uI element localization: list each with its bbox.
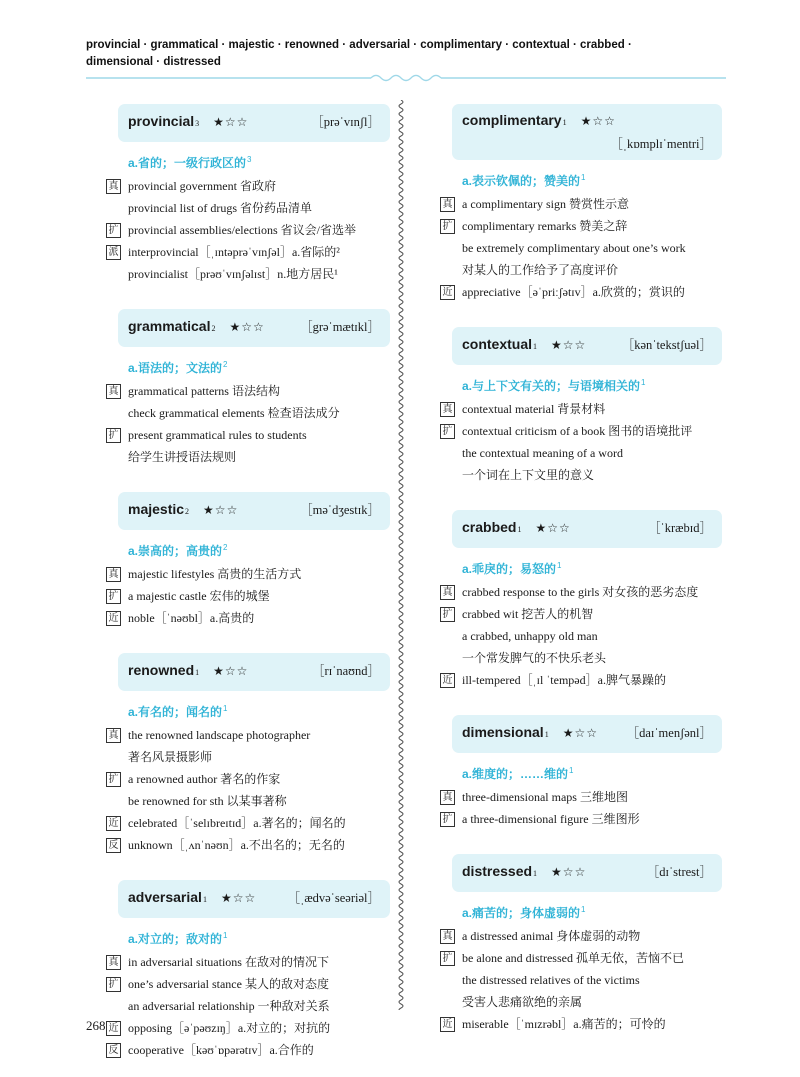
- headword-box: [452, 104, 722, 160]
- example-text: a three-dimensional figure 三维图形: [462, 812, 640, 826]
- right-column: [438, 104, 728, 1035]
- headword: distressed: [462, 863, 533, 879]
- headword: majestic: [128, 501, 185, 517]
- headword: provincial: [128, 113, 195, 129]
- example-line: [438, 259, 728, 281]
- example-line: [438, 581, 728, 603]
- headword-box: [452, 327, 722, 365]
- phonetic: ［ˈkræbɪd］: [648, 521, 712, 535]
- example-line: [104, 790, 386, 812]
- meaning: [128, 154, 386, 171]
- example-line: [104, 197, 386, 219]
- phonetic: ［məˈdʒestɪk］: [300, 503, 380, 517]
- meaning-frequency: 3: [247, 155, 252, 164]
- example-text: grammatical patterns 语法结构: [128, 384, 280, 398]
- header-wave-rule: [86, 74, 726, 82]
- example-text: interprovincial［ˌɪntəprəˈvɪnʃəl］a.省际的²: [128, 245, 340, 259]
- example-line: [104, 175, 386, 197]
- headword-frequency: 1: [517, 525, 522, 534]
- example-line: [438, 625, 728, 647]
- meaning: [462, 765, 728, 782]
- meaning: [462, 377, 728, 394]
- example-line: [438, 969, 728, 991]
- example-line: [104, 995, 386, 1017]
- meaning-text: a.语法的；文法的: [128, 361, 223, 375]
- label-tag: 扩: [106, 977, 121, 992]
- meaning: [462, 904, 728, 921]
- example-line: [104, 746, 386, 768]
- example-text: noble［ˈnəʊbl］a.高贵的: [128, 611, 255, 625]
- meaning-frequency: 1: [569, 766, 574, 775]
- left-column: [104, 104, 386, 1061]
- example-text: a crabbed, unhappy old man: [462, 629, 598, 643]
- label-tag: 近: [106, 1021, 121, 1036]
- example-text: 给学生讲授语法规则: [128, 450, 237, 464]
- meaning-text: a.表示钦佩的；赞美的: [462, 174, 581, 188]
- label-tag: 近: [106, 611, 121, 626]
- example-line: [438, 1013, 728, 1035]
- header-line-2: dimensional · distressed: [86, 56, 221, 68]
- example-text: crabbed wit 挖苦人的机智: [462, 607, 594, 621]
- entry-contextual: [438, 327, 728, 486]
- example-text: in adversarial situations 在敌对的情况下: [128, 955, 329, 969]
- example-text: contextual material 背景材料: [462, 402, 606, 416]
- meaning-text: a.痛苦的；身体虚弱的: [462, 906, 581, 920]
- example-text: three-dimensional maps 三维地图: [462, 790, 628, 804]
- meaning: [128, 542, 386, 559]
- meaning: [462, 560, 728, 577]
- example-line: [104, 834, 386, 856]
- meaning-frequency: 1: [581, 173, 586, 182]
- meaning-frequency: 2: [223, 543, 228, 552]
- example-line: [438, 947, 728, 969]
- example-text: appreciative［əˈpriːʃətɪv］a.欣赏的；赏识的: [462, 285, 685, 299]
- headword: crabbed: [462, 519, 517, 535]
- page-number: 268: [86, 1018, 106, 1033]
- entry-majestic: [104, 492, 386, 629]
- label-tag: 近: [440, 285, 455, 300]
- example-line: [104, 812, 386, 834]
- headword: grammatical: [128, 318, 211, 334]
- example-text: the distressed relatives of the victims: [462, 973, 640, 987]
- label-tag: 真: [106, 567, 121, 582]
- example-text: be alone and distressed 孤单无依，苦恼不已: [462, 951, 684, 965]
- phonetic: ［daɪˈmenʃənl］: [626, 726, 712, 740]
- example-text: provincial assemblies/elections 省议会/省选举: [128, 223, 356, 237]
- example-text: a complimentary sign 赞赏性示意: [462, 197, 629, 211]
- entry-provincial: [104, 104, 386, 285]
- example-line: [104, 607, 386, 629]
- example-text: the renowned landscape photographer: [128, 728, 311, 742]
- label-tag: 扩: [440, 812, 455, 827]
- example-text: unknown［ˌʌnˈnəʊn］a.不出名的；无名的: [128, 838, 345, 852]
- headword-box: [452, 510, 722, 548]
- meaning-frequency: 1: [557, 561, 562, 570]
- example-line: [104, 424, 386, 446]
- label-tag: 扩: [106, 428, 121, 443]
- meaning-frequency: 1: [581, 905, 586, 914]
- entry-crabbed: [438, 510, 728, 691]
- label-tag: 真: [106, 384, 121, 399]
- meaning-text: a.与上下文有关的；与语境相关的: [462, 379, 641, 393]
- phonetic: ［rɪˈnaʊnd］: [312, 664, 380, 678]
- headword: adversarial: [128, 889, 202, 905]
- example-text: 著名风景摄影师: [128, 750, 213, 764]
- example-text: one’s adversarial stance 某人的敌对态度: [128, 977, 329, 991]
- headword-box: [452, 715, 722, 753]
- example-text: a majestic castle 宏伟的城堡: [128, 589, 270, 603]
- headword: contextual: [462, 336, 533, 352]
- label-tag: 派: [106, 245, 121, 260]
- label-tag: 扩: [106, 589, 121, 604]
- meaning-text: a.有名的；闻名的: [128, 705, 223, 719]
- running-header: [86, 37, 726, 71]
- example-line: [438, 420, 728, 442]
- example-text: crabbed response to the girls 对女孩的恶劣态度: [462, 585, 699, 599]
- label-tag: 扩: [106, 772, 121, 787]
- meaning-text: a.维度的；……维的: [462, 767, 569, 781]
- example-line: [104, 585, 386, 607]
- headword: complimentary: [462, 112, 562, 128]
- star-rating: ★☆☆: [551, 865, 587, 879]
- example-text: be renowned for sth 以某事著称: [128, 794, 287, 808]
- header-line-1: provincial · grammatical · majestic · renowned · adversarial · complimentary · contextual · crabbed ·: [86, 39, 632, 51]
- example-line: [438, 603, 728, 625]
- meaning-text: a.省的；一级行政区的: [128, 156, 247, 170]
- meaning: [128, 359, 386, 376]
- meaning-text: a.乖戾的；易怒的: [462, 562, 557, 576]
- label-tag: 扩: [440, 219, 455, 234]
- meaning-frequency: 1: [641, 378, 646, 387]
- example-line: [104, 402, 386, 424]
- headword-frequency: 1: [202, 895, 207, 904]
- example-line: [104, 1039, 386, 1061]
- headword-box: [118, 492, 390, 530]
- headword-frequency: 1: [544, 730, 549, 739]
- phonetic: ［ˌkɒmplɪˈmentri］: [610, 137, 712, 151]
- example-text: present grammatical rules to students: [128, 428, 307, 442]
- label-tag: 真: [440, 585, 455, 600]
- headword-frequency: 1: [533, 342, 538, 351]
- star-rating: ★☆☆: [213, 664, 249, 678]
- meaning-frequency: 1: [223, 931, 228, 940]
- example-line: [104, 263, 386, 285]
- phonetic: ［ˌædvəˈseəriəl］: [287, 891, 380, 905]
- example-text: miserable［ˈmɪzrəbl］a.痛苦的；可怜的: [462, 1017, 666, 1031]
- example-line: [438, 991, 728, 1013]
- example-line: [438, 669, 728, 691]
- label-tag: 反: [106, 1043, 121, 1058]
- phonetic: ［grəˈmætɪkl］: [300, 320, 380, 334]
- meaning-text: a.崇高的；高贵的: [128, 544, 223, 558]
- example-line: [104, 973, 386, 995]
- example-line: [438, 215, 728, 237]
- example-text: 受害人悲痛欲绝的亲属: [462, 995, 583, 1009]
- label-tag: 近: [440, 1017, 455, 1032]
- example-text: an adversarial relationship 一种敌对关系: [128, 999, 330, 1013]
- label-tag: 真: [106, 179, 121, 194]
- example-text: complimentary remarks 赞美之辞: [462, 219, 628, 233]
- label-tag: 扩: [440, 424, 455, 439]
- entry-complimentary: [438, 104, 728, 303]
- meaning-frequency: 2: [223, 360, 228, 369]
- headword-frequency: 2: [185, 507, 190, 516]
- headword-box: [118, 309, 390, 347]
- example-text: provincialist［prəʊˈvɪnʃəlɪst］n.地方居民¹: [128, 267, 338, 281]
- label-tag: 真: [440, 402, 455, 417]
- star-rating: ★☆☆: [535, 521, 571, 535]
- label-tag: 近: [440, 673, 455, 688]
- example-line: [104, 724, 386, 746]
- label-tag: 真: [440, 929, 455, 944]
- label-tag: 扩: [440, 951, 455, 966]
- label-tag: 近: [106, 816, 121, 831]
- example-line: [438, 193, 728, 215]
- label-tag: 扩: [440, 607, 455, 622]
- headword-box: [452, 854, 722, 892]
- star-rating: ★☆☆: [580, 114, 616, 128]
- label-tag: 真: [106, 955, 121, 970]
- headword: renowned: [128, 662, 195, 678]
- headword-frequency: 3: [195, 119, 200, 128]
- example-text: celebrated［ˈselɪbreɪtɪd］a.著名的；闻名的: [128, 816, 346, 830]
- label-tag: 真: [440, 790, 455, 805]
- entry-renowned: [104, 653, 386, 856]
- label-tag: 扩: [106, 223, 121, 238]
- meaning-frequency: 1: [223, 704, 228, 713]
- headword: dimensional: [462, 724, 544, 740]
- example-line: [104, 1017, 386, 1039]
- phonetic: ［prəˈvɪnʃl］: [311, 115, 380, 129]
- star-rating: ★☆☆: [229, 320, 265, 334]
- meaning-text: a.对立的；敌对的: [128, 932, 223, 946]
- example-text: a renowned author 著名的作家: [128, 772, 281, 786]
- headword-box: [118, 880, 390, 918]
- example-line: [104, 768, 386, 790]
- headword-frequency: 1: [533, 869, 538, 878]
- example-text: 一个词在上下文里的意义: [462, 468, 595, 482]
- star-rating: ★☆☆: [203, 503, 239, 517]
- star-rating: ★☆☆: [551, 338, 587, 352]
- example-line: [438, 786, 728, 808]
- example-line: [438, 281, 728, 303]
- example-line: [104, 380, 386, 402]
- example-line: [438, 925, 728, 947]
- label-tag: 真: [106, 728, 121, 743]
- example-line: [104, 446, 386, 468]
- phonetic: ［kənˈtekstʃuəl］: [621, 338, 712, 352]
- example-line: [438, 647, 728, 669]
- example-line: [438, 237, 728, 259]
- headword-frequency: 1: [195, 668, 200, 677]
- example-line: [104, 951, 386, 973]
- example-line: [438, 398, 728, 420]
- star-rating: ★☆☆: [562, 726, 598, 740]
- example-line: [438, 442, 728, 464]
- meaning: [462, 172, 728, 189]
- entry-distressed: [438, 854, 728, 1035]
- example-text: the contextual meaning of a word: [462, 446, 623, 460]
- example-text: 对某人的工作给予了高度评价: [462, 263, 619, 277]
- example-text: opposing［əˈpəʊzɪŋ］a.对立的；对抗的: [128, 1021, 331, 1035]
- example-text: 一个常发脾气的不快乐老头: [462, 651, 607, 665]
- headword-frequency: 2: [211, 324, 216, 333]
- example-text: provincial government 省政府: [128, 179, 276, 193]
- label-tag: 真: [440, 197, 455, 212]
- column-divider: [396, 100, 406, 1010]
- example-text: a distressed animal 身体虚弱的动物: [462, 929, 641, 943]
- example-text: ill-tempered［ˌɪl ˈtempəd］a.脾气暴躁的: [462, 673, 666, 687]
- example-text: cooperative［kəʊˈɒpərətɪv］a.合作的: [128, 1043, 314, 1057]
- example-text: contextual criticism of a book 图书的语境批评: [462, 424, 693, 438]
- meaning: [128, 703, 386, 720]
- entry-dimensional: [438, 715, 728, 830]
- example-line: [438, 464, 728, 486]
- example-line: [104, 563, 386, 585]
- headword-box: [118, 653, 390, 691]
- label-tag: 反: [106, 838, 121, 853]
- entry-adversarial: [104, 880, 386, 1061]
- star-rating: ★☆☆: [213, 115, 249, 129]
- example-text: provincial list of drugs 省份药品清单: [128, 201, 312, 215]
- star-rating: ★☆☆: [220, 891, 257, 905]
- example-text: be extremely complimentary about one’s work: [462, 241, 686, 255]
- example-text: check grammatical elements 检查语法成分: [128, 406, 340, 420]
- example-line: [104, 241, 386, 263]
- headword-frequency: 1: [562, 118, 567, 127]
- phonetic: ［dɪˈstrest］: [646, 865, 712, 879]
- example-line: [438, 808, 728, 830]
- headword-box: [118, 104, 390, 142]
- example-text: majestic lifestyles 高贵的生活方式: [128, 567, 302, 581]
- meaning: [128, 930, 386, 947]
- example-line: [104, 219, 386, 241]
- entry-grammatical: [104, 309, 386, 468]
